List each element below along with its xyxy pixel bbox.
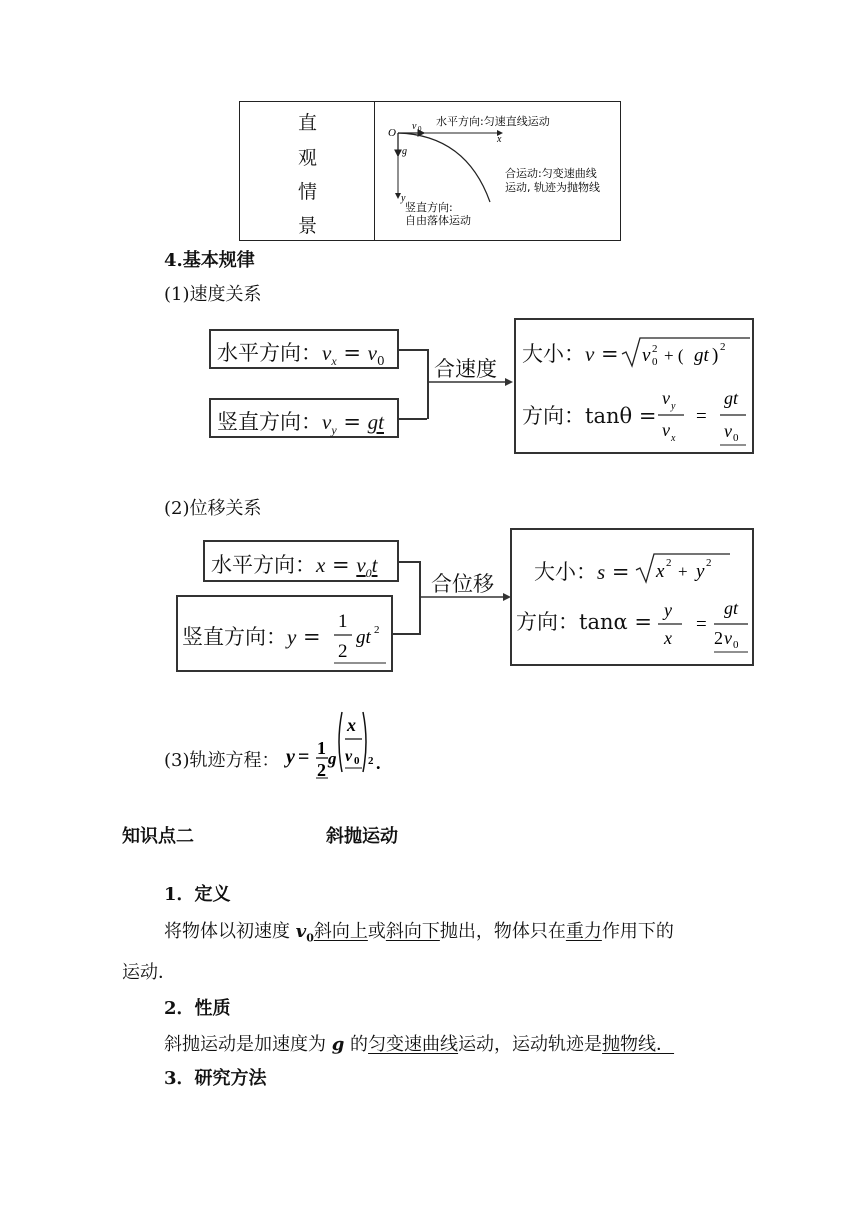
svg-text:x: x bbox=[671, 433, 676, 444]
displacement-magnitude-formula bbox=[634, 550, 734, 586]
method-heading: 3．研究方法 bbox=[164, 1068, 267, 1089]
g-symbol: g bbox=[331, 1034, 345, 1055]
equals: = bbox=[611, 560, 630, 584]
projectile-diagram bbox=[376, 102, 621, 240]
svg-text:v: v bbox=[662, 420, 670, 440]
svg-text:x: x bbox=[656, 561, 665, 582]
svg-text:0: 0 bbox=[733, 432, 739, 444]
v0-symbol: v bbox=[295, 921, 307, 942]
blank-oblique-up: 斜向上 bbox=[313, 921, 368, 942]
displacement-vertical-box: 竖直方向：y = 1 2 gt 2 bbox=[176, 595, 393, 672]
displacement-horizontal-box: 水平方向：$x = v_0t$ bbox=[203, 540, 399, 582]
definition-text: 抛出，物体只在 bbox=[439, 921, 566, 942]
velocity-vertical-box: 竖直方向：$v_y$ = gt bbox=[209, 398, 399, 438]
svg-text:2: 2 bbox=[666, 557, 672, 569]
origin-label: O bbox=[388, 127, 396, 139]
nature-text: 运动，运动轨迹是 bbox=[458, 1034, 603, 1055]
y-axis-label: y bbox=[401, 193, 406, 204]
combined-motion-label-1: 合运动:匀变速曲线 bbox=[505, 167, 597, 180]
section-title: 4.基本规律 bbox=[164, 250, 255, 271]
trajectory-label: (3)轨迹方程： bbox=[164, 750, 280, 771]
velocity-size-label: 大小： bbox=[522, 342, 585, 366]
nature-text: 斜抛运动是加速度为 bbox=[164, 1034, 332, 1055]
scene-label-column bbox=[240, 102, 375, 240]
svg-text:x: x bbox=[347, 715, 356, 735]
equals: = bbox=[343, 410, 361, 434]
displacement-direction-label: 方向： bbox=[516, 610, 579, 634]
tan-theta: tanθ bbox=[585, 404, 633, 428]
displacement-size-label: 大小： bbox=[534, 560, 597, 584]
svg-text:1: 1 bbox=[317, 738, 326, 758]
svg-text:y: y bbox=[286, 746, 295, 768]
displacement-direction-formula bbox=[652, 592, 752, 658]
scene-label-char: 景 bbox=[297, 215, 317, 237]
displacement-vertical-label: 竖直方向： bbox=[182, 625, 287, 649]
svg-text:.: . bbox=[376, 753, 381, 773]
tan-alpha: tanα bbox=[579, 610, 628, 634]
nature-line bbox=[164, 1030, 674, 1056]
definition-text: 或 bbox=[367, 921, 386, 942]
svg-text:x: x bbox=[664, 628, 672, 648]
svg-text:v: v bbox=[724, 421, 732, 441]
blank-uniform-curve: 匀变速曲线 bbox=[368, 1034, 459, 1055]
svg-text:+ (: + ( bbox=[664, 346, 684, 365]
displacement-horizontal-label: 水平方向： bbox=[211, 553, 316, 577]
scene-table bbox=[239, 101, 621, 241]
v0-subscript: 0 bbox=[418, 125, 422, 133]
knowledge-point-topic: 斜抛运动 bbox=[326, 826, 398, 847]
svg-text:gt: gt bbox=[694, 345, 709, 366]
v0-subscript: 0 bbox=[306, 931, 314, 945]
svg-text:v: v bbox=[642, 345, 651, 366]
svg-text:=: = bbox=[696, 406, 707, 427]
svg-text:2: 2 bbox=[338, 641, 348, 662]
v0-label: v bbox=[412, 121, 417, 132]
svg-text:v: v bbox=[662, 388, 670, 408]
nature-heading: 2．性质 bbox=[164, 998, 231, 1019]
svg-text:1: 1 bbox=[338, 611, 348, 632]
trajectory-curve bbox=[398, 133, 490, 202]
g-label: g bbox=[402, 146, 407, 157]
svg-text:v: v bbox=[724, 628, 732, 648]
scene-label-char: 情 bbox=[297, 181, 317, 203]
svg-text:2: 2 bbox=[374, 624, 380, 636]
velocity-direction-formula bbox=[648, 382, 754, 452]
equals: = bbox=[303, 625, 321, 649]
displacement-vertical-formula bbox=[330, 603, 392, 669]
svg-text:gt: gt bbox=[724, 388, 739, 408]
blank-gravity: 重力 bbox=[565, 921, 602, 942]
combined-motion-label-2: 运动, 轨迹为抛物线 bbox=[505, 181, 600, 194]
svg-text:gt: gt bbox=[356, 627, 371, 648]
equals: = bbox=[332, 553, 350, 577]
velocity-direction-label: 方向： bbox=[522, 404, 585, 428]
definition-line-1 bbox=[164, 917, 674, 945]
svg-text:0: 0 bbox=[354, 755, 360, 767]
svg-text:2: 2 bbox=[706, 557, 712, 569]
equals: = bbox=[638, 404, 657, 428]
definition-heading: 1．定义 bbox=[164, 884, 231, 905]
svg-text:0: 0 bbox=[652, 356, 658, 368]
scene-label-char: 直 bbox=[297, 112, 317, 134]
svg-text:2: 2 bbox=[714, 628, 723, 648]
definition-text: 将物体以初速度 bbox=[164, 921, 296, 942]
vertical-motion-label-2: 自由落体运动 bbox=[405, 214, 471, 227]
blank-parabola: 抛物线． bbox=[602, 1034, 675, 1055]
svg-text:2: 2 bbox=[720, 341, 726, 353]
velocity-horizontal-box: 水平方向：$v_x = v_0$ bbox=[209, 329, 399, 369]
vertical-motion-label-1: 竖直方向: bbox=[405, 201, 453, 214]
svg-text:y: y bbox=[671, 401, 676, 412]
svg-text:+: + bbox=[678, 562, 688, 581]
x-axis-label: x bbox=[497, 134, 502, 145]
svg-text:v: v bbox=[345, 748, 353, 765]
velocity-horizontal-label: 水平方向： bbox=[217, 341, 322, 365]
velocity-magnitude-formula bbox=[620, 334, 752, 370]
knowledge-point-title: 知识点二 bbox=[122, 826, 194, 847]
svg-text:=: = bbox=[696, 614, 707, 635]
displacement-combine-label: 合位移 bbox=[431, 572, 494, 596]
blank-oblique-down: 斜向下 bbox=[385, 921, 440, 942]
svg-text:g: g bbox=[328, 749, 337, 768]
definition-line-2: 运动． bbox=[122, 962, 176, 983]
trajectory-formula bbox=[284, 706, 384, 780]
scene-label-char: 观 bbox=[297, 147, 317, 169]
svg-text:2: 2 bbox=[317, 760, 326, 780]
equals: = bbox=[601, 342, 619, 366]
svg-text:2: 2 bbox=[652, 343, 658, 355]
definition-text: 作用下的 bbox=[601, 921, 674, 942]
svg-text:): ) bbox=[712, 345, 719, 366]
svg-text:2: 2 bbox=[368, 755, 374, 767]
svg-text:=: = bbox=[298, 746, 310, 768]
displacement-result-box: 大小：s = x 2 + y 2 方向：tanα = y x = gt 2 v 0 bbox=[510, 528, 754, 666]
velocity-subtitle: (1)速度关系 bbox=[164, 284, 262, 305]
svg-text:y: y bbox=[664, 600, 672, 620]
velocity-vertical-label: 竖直方向： bbox=[217, 410, 322, 434]
horizontal-motion-label: 水平方向:匀速直线运动 bbox=[436, 115, 550, 128]
equals: = bbox=[343, 341, 361, 365]
svg-text:gt: gt bbox=[724, 598, 739, 618]
displacement-subtitle: (2)位移关系 bbox=[164, 498, 262, 519]
equals: = bbox=[634, 610, 652, 634]
nature-text: 的 bbox=[344, 1034, 369, 1055]
svg-text:0: 0 bbox=[733, 639, 739, 651]
velocity-combine-label: 合速度 bbox=[434, 357, 497, 381]
svg-text:y: y bbox=[696, 561, 705, 582]
velocity-result-box: 大小：v = v 2 0 + ( gt ) 2 方向：tanθ = v y v x = gt v 0 bbox=[514, 318, 754, 454]
